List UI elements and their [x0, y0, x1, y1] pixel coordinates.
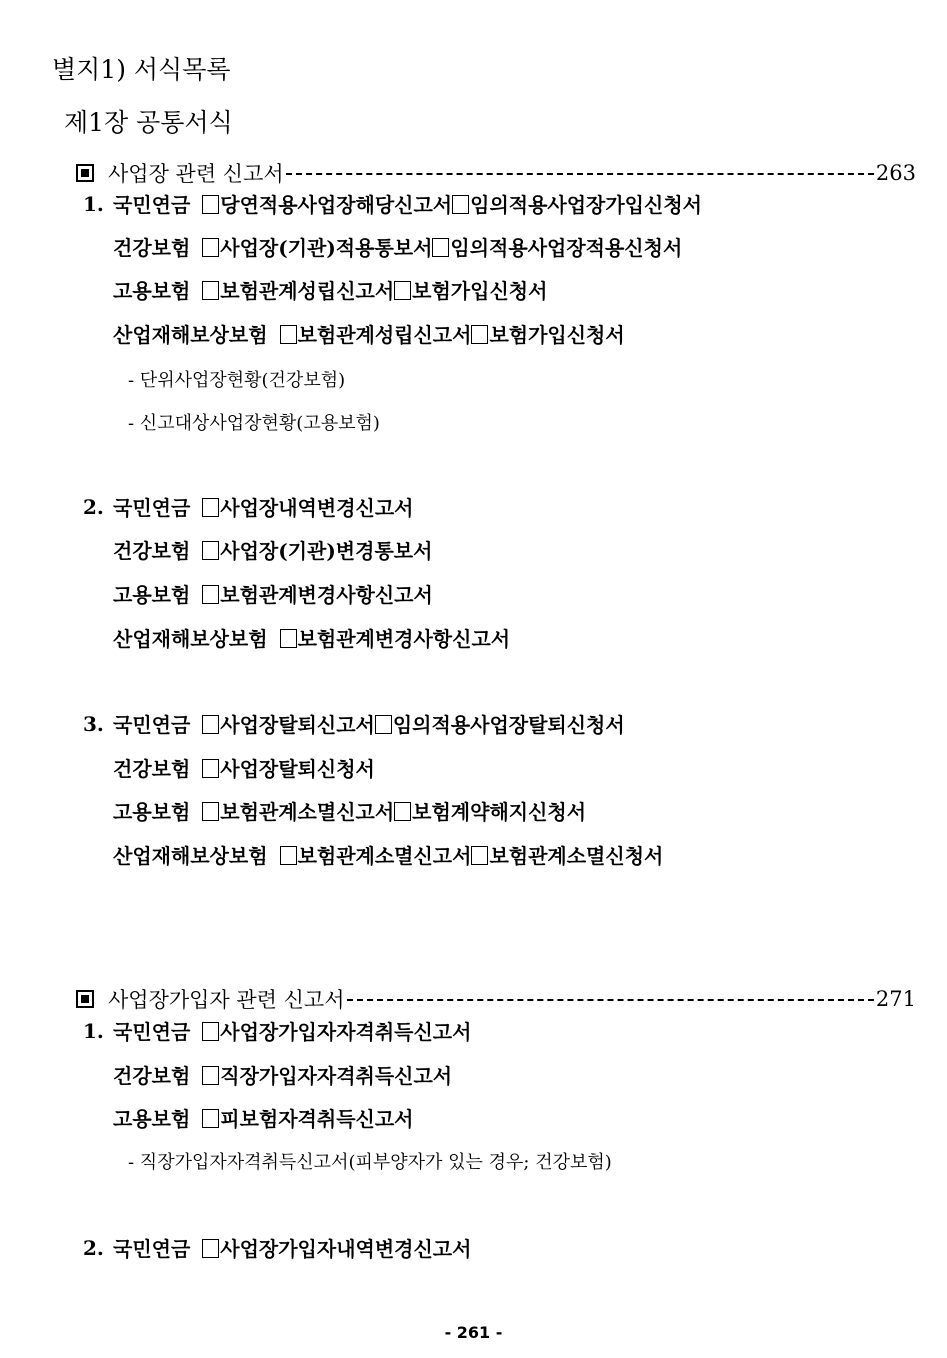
form-name: 보험관계변경사항신고서 [220, 583, 433, 607]
item-number: 2. [83, 494, 104, 519]
item-number: 3. [83, 711, 104, 736]
section-heading [76, 984, 916, 1014]
section-title: 사업장가입자 관련 신고서 [108, 988, 345, 1012]
form-name: 사업장가입자자격취득신고서 [220, 1020, 472, 1044]
page-number: - 261 - [444, 1323, 503, 1342]
chapter-title: 제1장 공통서식 [64, 108, 233, 137]
form-name: 임의적용사업장가입신청서 [470, 193, 702, 217]
form-row [83, 189, 702, 218]
appendix-title: 별지1) 서식목록 [52, 55, 231, 84]
insurance-name: 고용보험 [113, 800, 191, 824]
section-title: 사업장 관련 신고서 [108, 162, 284, 186]
form-row [113, 623, 510, 652]
section-heading [76, 158, 916, 188]
dotted-leader [286, 173, 874, 175]
form-row [113, 1060, 452, 1089]
checkbox[interactable] [202, 541, 219, 560]
checkbox[interactable] [202, 195, 219, 214]
checkbox[interactable] [375, 715, 392, 734]
form-row [83, 709, 625, 738]
form-row [83, 492, 413, 521]
sub-item: - 직장가입자자격취득신고서(피부양자가 있는 경우; 건강보험) [128, 1152, 612, 1173]
form-row [113, 840, 663, 869]
checkbox[interactable] [202, 498, 219, 517]
form-name: 사업장탈퇴신청서 [220, 757, 375, 781]
section-page-number: 271 [875, 987, 916, 1011]
checkbox[interactable] [471, 846, 488, 865]
insurance-name: 국민연금 [113, 193, 191, 217]
filled-square-bullet-icon [76, 164, 94, 182]
item-number: 2. [83, 1235, 104, 1260]
filled-square-bullet-icon [76, 990, 94, 1008]
form-name: 사업장내역변경신고서 [220, 496, 414, 520]
checkbox[interactable] [452, 195, 469, 214]
insurance-name: 산업재해보상보험 [113, 323, 268, 347]
checkbox[interactable] [394, 802, 411, 821]
form-row [113, 753, 375, 782]
form-row [113, 535, 432, 564]
checkbox[interactable] [202, 1066, 219, 1085]
form-name: 보험관계성립신고서 [220, 279, 395, 303]
checkbox[interactable] [202, 802, 219, 821]
insurance-name: 국민연금 [113, 496, 191, 520]
checkbox[interactable] [202, 1022, 219, 1041]
form-name: 사업장가입자내역변경신고서 [220, 1237, 472, 1261]
insurance-name: 산업재해보상보험 [113, 844, 268, 868]
item-number: 1. [83, 191, 104, 216]
insurance-name: 고용보험 [113, 279, 191, 303]
checkbox[interactable] [202, 759, 219, 778]
section-page-number: 263 [875, 161, 916, 185]
dotted-leader [347, 999, 874, 1001]
checkbox[interactable] [280, 325, 297, 344]
insurance-name: 건강보험 [113, 236, 191, 260]
checkbox[interactable] [202, 1239, 219, 1258]
form-name: 사업장탈퇴신고서 [220, 713, 375, 737]
form-name: 보험가입신청서 [412, 279, 548, 303]
insurance-name: 국민연금 [113, 1020, 191, 1044]
form-name: 보험계약해지신청서 [412, 800, 587, 824]
form-name: 보험관계성립신고서 [297, 323, 472, 347]
insurance-name: 고용보험 [113, 1107, 191, 1131]
insurance-name: 산업재해보상보험 [113, 627, 268, 651]
form-row [83, 1233, 471, 1262]
form-name: 사업장(기관)적용통보서 [220, 236, 433, 260]
checkbox[interactable] [432, 238, 449, 257]
checkbox[interactable] [202, 1109, 219, 1128]
form-name: 직장가입자자격취득신고서 [220, 1064, 453, 1088]
sub-item: - 신고대상사업장현황(고용보험) [128, 413, 380, 434]
insurance-name: 국민연금 [113, 713, 191, 737]
form-name: 당연적용사업장해당신고서 [220, 193, 453, 217]
form-row [113, 1103, 413, 1132]
item-number: 1. [83, 1018, 104, 1043]
form-row [113, 232, 682, 261]
form-row [113, 319, 625, 348]
form-row [113, 275, 547, 304]
checkbox[interactable] [280, 846, 297, 865]
checkbox[interactable] [280, 629, 297, 648]
form-row [83, 1016, 471, 1045]
form-name: 보험관계소멸신청서 [489, 844, 664, 868]
insurance-name: 국민연금 [113, 1237, 191, 1261]
checkbox[interactable] [202, 238, 219, 257]
form-name: 보험관계소멸신고서 [297, 844, 472, 868]
form-name: 임의적용사업장적용신청서 [450, 236, 683, 260]
form-row [113, 796, 586, 825]
form-name: 사업장(기관)변경통보서 [220, 539, 433, 563]
insurance-name: 건강보험 [113, 757, 191, 781]
form-name: 보험가입신청서 [489, 323, 625, 347]
sub-item: - 단위사업장현황(건강보험) [128, 370, 346, 391]
insurance-name: 건강보험 [113, 1064, 191, 1088]
form-name: 보험관계변경사항신고서 [297, 627, 511, 651]
checkbox[interactable] [471, 325, 488, 344]
checkbox[interactable] [202, 715, 219, 734]
form-name: 보험관계소멸신고서 [220, 800, 395, 824]
form-name: 임의적용사업장탈퇴신청서 [392, 713, 625, 737]
checkbox[interactable] [394, 281, 411, 300]
form-row [113, 579, 433, 608]
insurance-name: 고용보험 [113, 583, 191, 607]
checkbox[interactable] [202, 585, 219, 604]
form-name: 피보험자격취득신고서 [220, 1107, 414, 1131]
checkbox[interactable] [202, 281, 219, 300]
insurance-name: 건강보험 [113, 539, 191, 563]
